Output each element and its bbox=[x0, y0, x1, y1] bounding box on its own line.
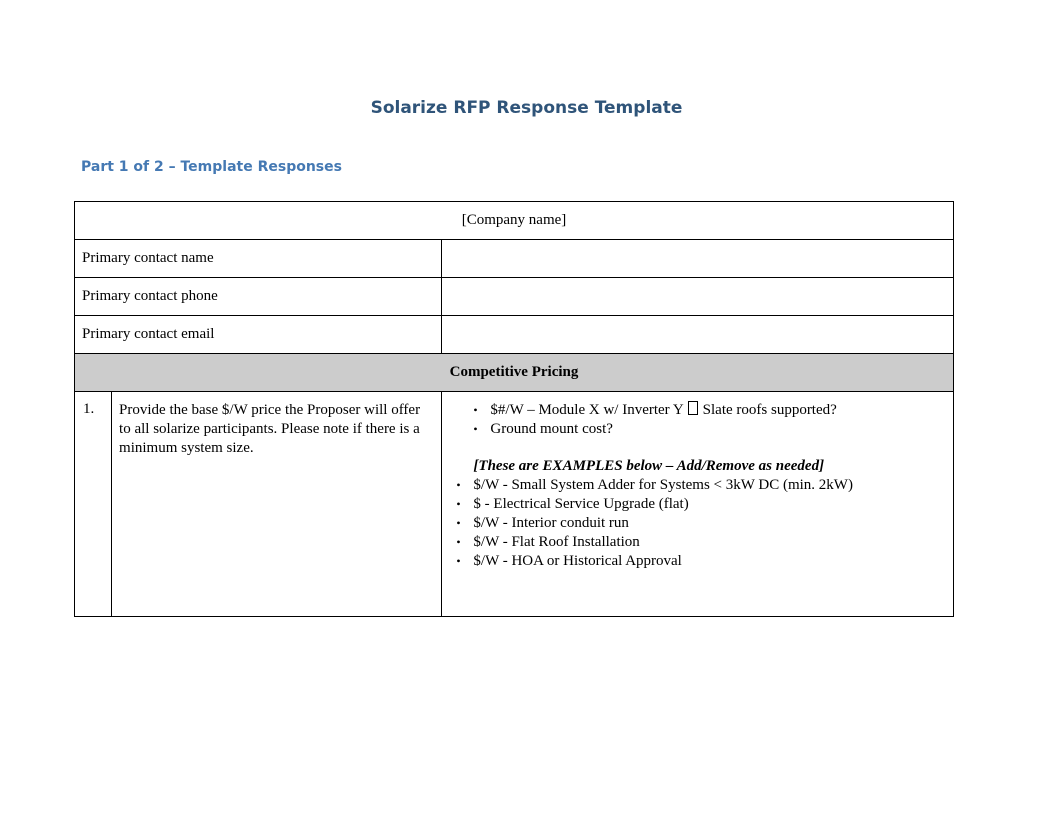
contact-phone-row bbox=[75, 278, 954, 316]
example-text: $/W - Flat Roof Installation bbox=[473, 534, 640, 550]
section-header-row bbox=[75, 354, 954, 392]
contact-email-row bbox=[75, 316, 954, 354]
bullet-icon: • bbox=[473, 422, 478, 436]
bullet-icon: • bbox=[473, 403, 478, 417]
list-item bbox=[456, 533, 943, 552]
contact-name-label: Primary contact name bbox=[75, 240, 442, 278]
examples-heading: [These are EXAMPLES below – Add/Remove as needed] bbox=[473, 458, 825, 474]
bullet-icon: • bbox=[456, 516, 461, 530]
list-item bbox=[456, 514, 943, 533]
contact-name-value-cell[interactable] bbox=[442, 240, 954, 278]
contact-email-value-cell[interactable] bbox=[442, 316, 954, 354]
bullet-icon: • bbox=[456, 478, 461, 492]
example-text: $/W - Interior conduit run bbox=[473, 515, 629, 531]
example-text: $/W - Small System Adder for Systems < 3kW DC (min. 2kW) bbox=[473, 477, 853, 493]
contact-phone-value-cell[interactable] bbox=[442, 278, 954, 316]
item-number: 1. bbox=[75, 392, 112, 617]
bullet-icon: • bbox=[456, 535, 461, 549]
list-item bbox=[473, 401, 943, 420]
section-title-competitive-pricing: Competitive Pricing bbox=[75, 354, 954, 392]
answer-text: $#/W – Module X w/ Inverter Y bbox=[490, 402, 684, 418]
bullet-icon: • bbox=[456, 497, 461, 511]
contact-name-row bbox=[75, 240, 954, 278]
list-item bbox=[456, 495, 943, 514]
example-text: $/W - HOA or Historical Approval bbox=[473, 553, 682, 569]
list-item bbox=[456, 552, 943, 571]
examples-bullet-list bbox=[456, 476, 943, 571]
item-question: Provide the base $/W price the Proposer will offer to all solarize participants. Please note if there is a minimum system size. bbox=[112, 392, 442, 617]
rfp-response-table bbox=[74, 201, 954, 617]
table-row bbox=[75, 392, 954, 617]
document-title: Solarize RFP Response Template bbox=[370, 98, 683, 118]
list-item bbox=[456, 476, 943, 495]
contact-email-label: Primary contact email bbox=[75, 316, 442, 354]
bullet-icon: • bbox=[456, 554, 461, 568]
answer-text: Slate roofs supported? bbox=[702, 402, 837, 418]
answer-text: Ground mount cost? bbox=[490, 421, 613, 437]
list-item bbox=[473, 420, 943, 439]
example-text: $ - Electrical Service Upgrade (flat) bbox=[473, 496, 689, 512]
company-name-cell[interactable]: [Company name] bbox=[75, 202, 954, 240]
contact-phone-label: Primary contact phone bbox=[75, 278, 442, 316]
missing-glyph-box-icon bbox=[688, 401, 698, 415]
company-name-row bbox=[75, 202, 954, 240]
section-heading: Part 1 of 2 – Template Responses bbox=[81, 159, 342, 175]
answer-bullet-list bbox=[473, 401, 943, 439]
item-answer-cell[interactable] bbox=[442, 392, 954, 617]
